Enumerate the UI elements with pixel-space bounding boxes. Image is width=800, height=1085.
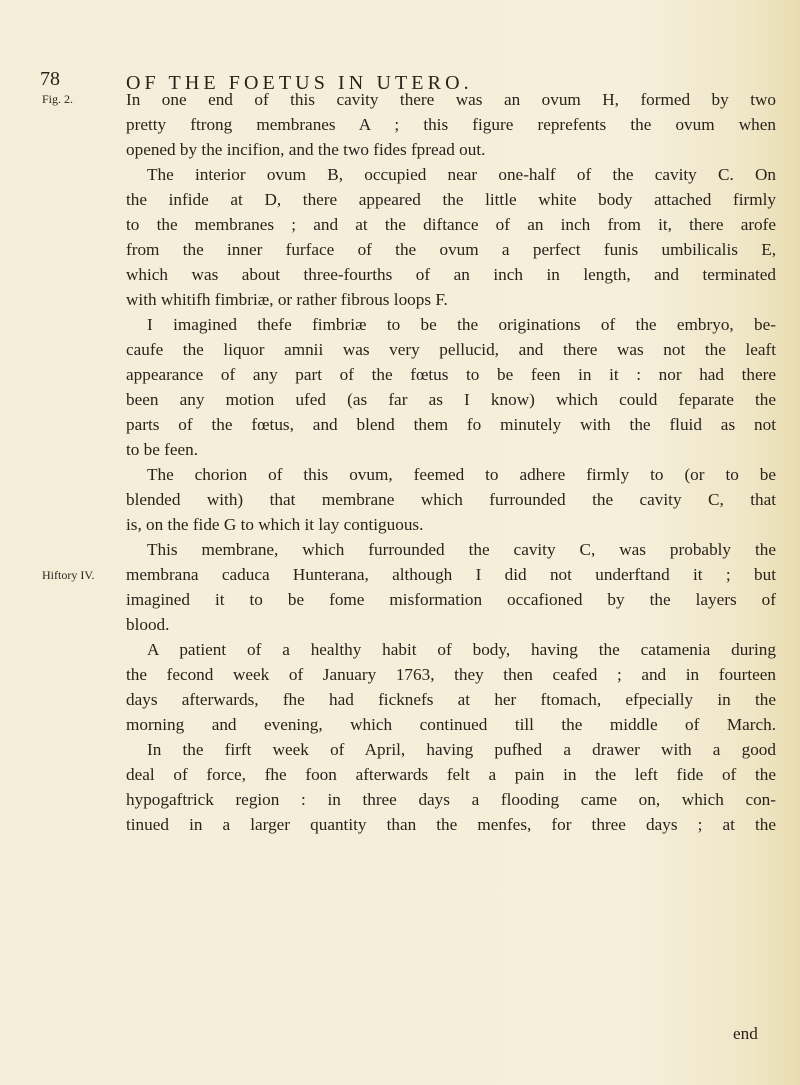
text-line-content: the infide at D, there appeared the little white body attached firmly: [126, 190, 776, 209]
text-line-content: with whitifh fimbriæ, or rather fibrous loops F.: [126, 290, 448, 309]
margin-note-figure: Fig. 2.: [42, 92, 74, 106]
text-line-content: morning and evening, which continued till the middle of March.: [126, 715, 776, 734]
text-line-content: tinued in a larger quantity than the menfes, for three days ; at the: [126, 815, 776, 834]
text-line-content: The chorion of this ovum, feemed to adhere firmly to (or to be: [147, 465, 776, 484]
text-line-content: In one end of this cavity there was an ovum H, formed by two: [126, 90, 776, 109]
margin-note-history: Hiftory IV.: [42, 568, 95, 582]
running-head: OF THE FOETUS IN UTERO.: [126, 72, 473, 94]
text-line-content: blended with) that membrane which furrounded the cavity C, that: [126, 490, 776, 509]
text-line-content: A patient of a healthy habit of body, having the catamenia during: [147, 640, 776, 659]
text-line-content: I imagined thefe fimbriæ to be the originations of the embryo, be-: [147, 315, 776, 334]
catchword: end: [733, 1024, 758, 1043]
text-line-content: parts of the fœtus, and blend them fo minutely with the fluid as not: [126, 415, 776, 434]
text-line-content: hypogaftrick region : in three days a flooding came on, which con-: [126, 790, 776, 809]
text-line-content: to be feen.: [126, 440, 199, 459]
text-line-content: appearance of any part of the fœtus to be feen in it : nor had there: [126, 365, 776, 384]
text-line-content: from the inner furface of the ovum a perfect funis umbilicalis E,: [126, 240, 776, 259]
text-line-content: which was about three-fourths of an inch in length, and terminated: [126, 265, 776, 284]
text-line-content: to the membranes ; and at the diftance of an inch from it, there arofe: [126, 215, 776, 234]
text-line-content: opened by the incifion, and the two fides fpread out.: [126, 140, 486, 159]
text-line-content: In the firft week of April, having pufhed a drawer with a good: [147, 740, 776, 759]
text-line-content: caufe the liquor amnii was very pellucid, and there was not the leaft: [126, 340, 776, 359]
text-line-content: been any motion ufed (as far as I know) which could feparate the: [126, 390, 776, 409]
text-line-content: This membrane, which furrounded the cavity C, was probably the: [147, 540, 776, 559]
text-line-content: days afterwards, fhe had ficknefs at her ftomach, efpecially in the: [126, 690, 776, 709]
text-line-content: blood.: [126, 615, 170, 634]
text-line-content: imagined it to be fome misformation occafioned by the layers of: [126, 590, 776, 609]
text-line-content: membrana caduca Hunterana, although I did not underftand it ; but: [126, 565, 776, 584]
text-line-content: deal of force, fhe foon afterwards felt a pain in the left fide of the: [126, 765, 776, 784]
text-line-content: is, on the fide G to which it lay contiguous.: [126, 515, 424, 534]
page-number: 78: [40, 68, 60, 90]
text-line-content: the fecond week of January 1763, they then ceafed ; and in fourteen: [126, 665, 776, 684]
text-line-content: pretty ftrong membranes A ; this figure reprefents the ovum when: [126, 115, 776, 134]
text-line-content: The interior ovum B, occupied near one-half of the cavity C. On: [147, 165, 776, 184]
